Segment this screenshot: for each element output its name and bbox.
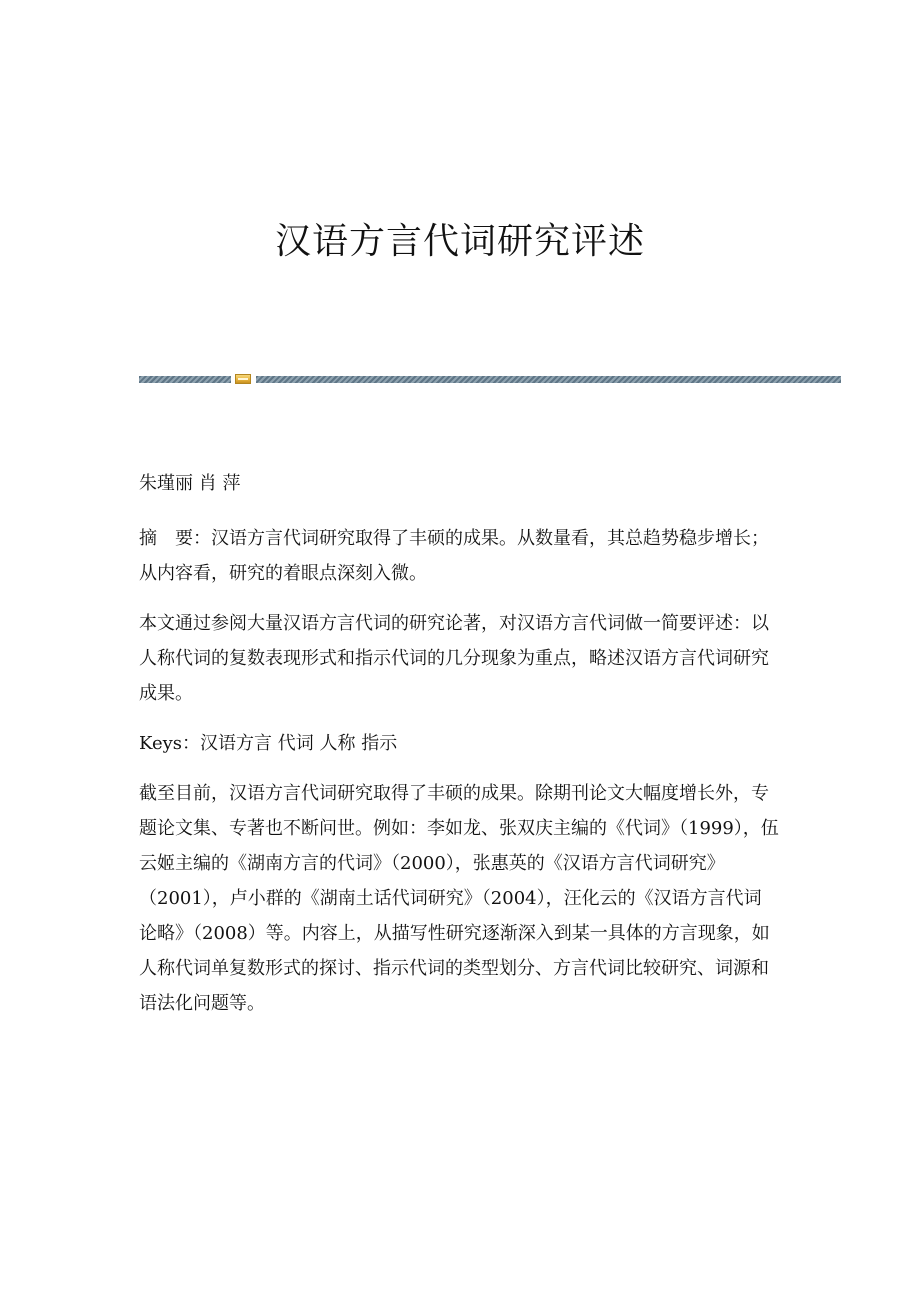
abstract-text: 汉语方言代词研究取得了丰硕的成果。从数量看，其总趋势稳步增长；从内容看，研究的着眼点深刻入微。 [139, 528, 769, 584]
abstract-label-first: 摘 [139, 528, 157, 549]
body-paragraph: 截至目前，汉语方言代词研究取得了丰硕的成果。除期刊论文大幅度增长外，专题论文集、专著也不断问世。例如：李如龙、张双庆主编的《代词》（1999），伍云姬主编的《湖南方言的代词》（2000），张惠英的《汉语方言代词研究》（2001），卢小群的《湖南土话代词研究》（2004），汪化云的《汉语方言代词论略》（2008）等。内容上，从描写性研究逐渐深入到某一具体的方言现象，如人称代词单复数形式的探讨、指示代词的类型划分、方言代词比较研究、词源和语法化问题等。 [139, 783, 779, 1014]
divider-bar-right [256, 376, 841, 383]
abstract [139, 521, 779, 591]
keywords [139, 726, 779, 761]
keywords-label: Keys： [139, 733, 201, 754]
divider-bar-left [139, 376, 231, 383]
abstract-label-second: 要： [175, 528, 211, 549]
page-title: 汉语方言代词研究评述 [274, 221, 645, 262]
title-divider [139, 374, 841, 384]
keywords-text: 汉语方言 代词 人称 指示 [200, 733, 398, 754]
authors: 朱瑾丽 肖 萍 [139, 473, 241, 494]
article-body [139, 466, 779, 1036]
abstract-continuation: 本文通过参阅大量汉语方言代词的研究论著，对汉语方言代词做一简要评述：以人称代词的复数表现形式和指示代词的几分现象为重点，略述汉语方言代词研究成果。 [139, 613, 769, 704]
divider-ornament-icon [235, 374, 251, 384]
